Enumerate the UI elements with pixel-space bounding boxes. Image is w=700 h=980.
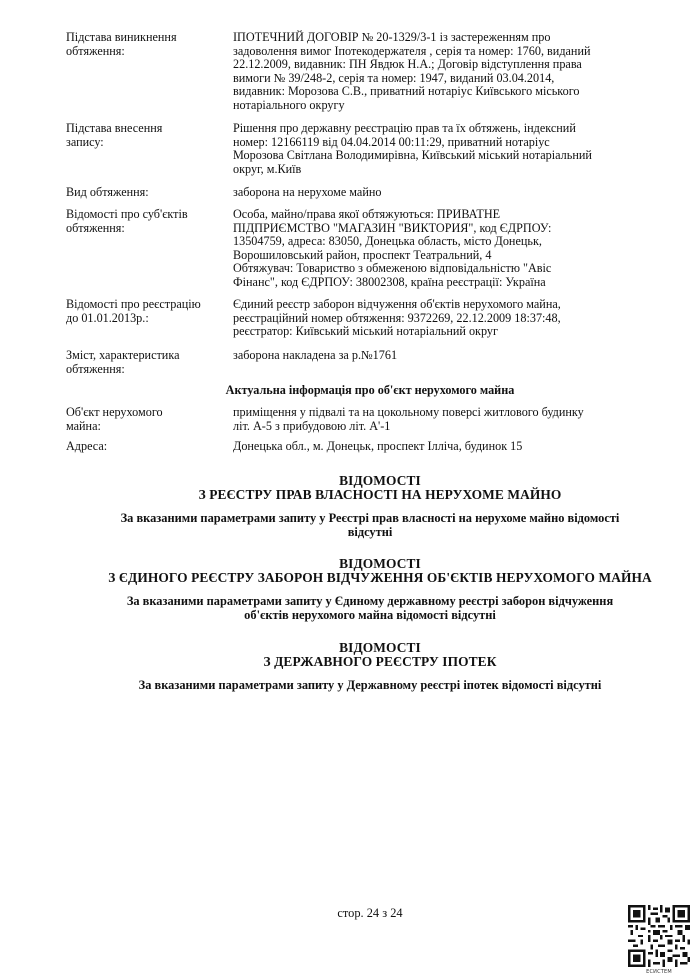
label-line: обтяження: (66, 361, 125, 376)
label-line: Об'єкт нерухомого (66, 405, 163, 419)
value-line: нотаріального округу (233, 97, 345, 112)
label-line: обтяження: (66, 43, 125, 58)
value-line: заборона накладена за р.№1761 (233, 348, 398, 362)
label-line: Зміст, характеристика (66, 348, 180, 362)
entry-value (233, 349, 665, 363)
entry-basis-of-record (66, 122, 666, 178)
section-note-alienation-bans (70, 594, 670, 622)
value-line: 22.12.2009, видавник: ПН Явдюк Н.А.; Договір відступлення права (233, 57, 582, 72)
section-title-alienation-bans (70, 557, 690, 585)
entry-encumbrance-content (66, 349, 666, 377)
entry-value (233, 122, 665, 176)
value-line: ІПОТЕЧНИЙ ДОГОВІР № 20-1329/3-1 із застереженням про (233, 30, 551, 44)
note-line: об'єктів нерухомого майна відомості відсутні (244, 608, 496, 622)
entry-label (66, 406, 231, 433)
label-line: Підстава внесення (66, 121, 163, 135)
value-line: Єдиний реєстр заборон відчуження об'єктів нерухомого майна, (233, 297, 561, 311)
qr-code-icon (628, 905, 690, 967)
title-line: З ЄДИНОГО РЕЄСТРУ ЗАБОРОН ВІДЧУЖЕННЯ ОБ'ЄКТІВ НЕРУХОМОГО МАЙНА (108, 570, 652, 585)
entry-label (66, 440, 231, 454)
value-line: Фінанс", код ЄДРПОУ: 38002308, країна реєстрації: Україна (233, 274, 546, 289)
section-note-mortgages (70, 678, 670, 692)
value-line: номер: 12166119 від 04.04.2014 00:11:29, приватний нотаріус (233, 134, 550, 149)
entry-value (233, 208, 665, 290)
value-line: заборона на нерухоме майно (233, 185, 382, 199)
value-line: округ, м.Київ (233, 161, 302, 176)
label-line: Відомості про реєстрацію (66, 297, 201, 311)
label-line: запису: (66, 134, 104, 149)
value-line: літ. А-5 з прибудовою літ. А'-1 (233, 418, 391, 433)
entry-encumbrance-subjects (66, 208, 666, 292)
title-line: ВІДОМОСТІ (339, 640, 421, 655)
value-line: Рішення про державну реєстрацію прав та їх обтяжень, індексний (233, 121, 576, 135)
entry-value (233, 186, 665, 200)
entry-label (66, 186, 231, 200)
entry-label (66, 349, 231, 376)
value-line: 13504759, адреса: 83050, Донецька область, місто Донецьк, (233, 234, 542, 249)
label-line: до 01.01.2013р.: (66, 310, 149, 325)
value-line: Донецька обл., м. Донецьк, проспект Ілліча, будинок 15 (233, 439, 523, 453)
value-line: ПІДПРИЄМСТВО "МАГАЗИН "ВИКТОРИЯ", код ЄДРПОУ: (233, 220, 552, 235)
entry-registration-before-2013 (66, 298, 666, 340)
note-line: За вказаними параметрами запиту у Реєстрі прав власності на нерухоме майно відомості (120, 511, 620, 525)
value-line: задоволення вимог Іпотекодержателя , серія та номер: 1760, виданий (233, 43, 591, 58)
note-line: За вказаними параметрами запиту у Єдиному державному реєстрі заборон відчуження (126, 594, 614, 608)
entry-label (66, 208, 231, 235)
entry-label (66, 298, 231, 325)
entry-real-estate-object (66, 406, 666, 434)
entry-basis-of-encumbrance (66, 31, 666, 115)
label-line: Підстава виникнення (66, 30, 177, 44)
entry-encumbrance-type (66, 186, 666, 200)
title-line: З ДЕРЖАВНОГО РЕЄСТРУ ІПОТЕК (263, 654, 497, 669)
label-line: Відомості про суб'єктів (66, 207, 188, 221)
value-line: приміщення у підвалі та на цокольному поверсі житлового будинку (233, 405, 584, 419)
title-line: З РЕЄСТРУ ПРАВ ВЛАСНОСТІ НА НЕРУХОМЕ МАЙНО (198, 487, 562, 502)
qr-caption: ЕСИСТЕМ (646, 969, 672, 975)
value-line: реєстратор: Київський міський нотаріальний округ (233, 324, 499, 339)
section-note-property-rights (70, 511, 670, 539)
label-line: обтяження: (66, 220, 125, 235)
label-line: Вид обтяження: (66, 185, 149, 199)
section-title-mortgages (70, 641, 690, 669)
title-line: ВІДОМОСТІ (339, 556, 421, 571)
label-line: Адреса: (66, 439, 108, 453)
entry-address (66, 440, 666, 454)
object-heading: Актуальна інформація про об'єкт нерухомого майна (225, 383, 515, 397)
entry-value (233, 406, 665, 433)
value-line: Обтяжувач: Товариство з обмеженою відповідальністю "Авіс (233, 261, 552, 276)
label-line: майна: (66, 418, 101, 433)
section-title-property-rights (70, 474, 690, 502)
value-line: Морозова Світлана Володимирівна, Київський міський нотаріальний (233, 148, 592, 163)
value-line: Ворошиловський район, проспект Театральний, 4 (233, 247, 492, 262)
value-line: Особа, майно/права якої обтяжуються: ПРИВАТНЕ (233, 207, 501, 221)
page-number: стор. 24 з 24 (337, 906, 403, 920)
note-line: За вказаними параметрами запиту у Державному реєстрі іпотек відомості відсутні (138, 678, 602, 692)
entry-label (66, 31, 231, 58)
entry-label (66, 122, 231, 149)
title-line: ВІДОМОСТІ (339, 473, 421, 488)
entry-value (233, 31, 665, 113)
value-line: видавник: Морозова С.В., приватний нотаріус Київського міського (233, 84, 580, 99)
entry-value (233, 440, 665, 454)
value-line: реєстраційний номер обтяження: 9372269, 22.12.2009 18:37:48, (233, 310, 561, 325)
entry-value (233, 298, 665, 339)
note-line: відсутні (347, 525, 393, 539)
value-line: вимоги № 39/248-2, серія та номер: 1947, виданий 03.04.2014, (233, 70, 555, 85)
